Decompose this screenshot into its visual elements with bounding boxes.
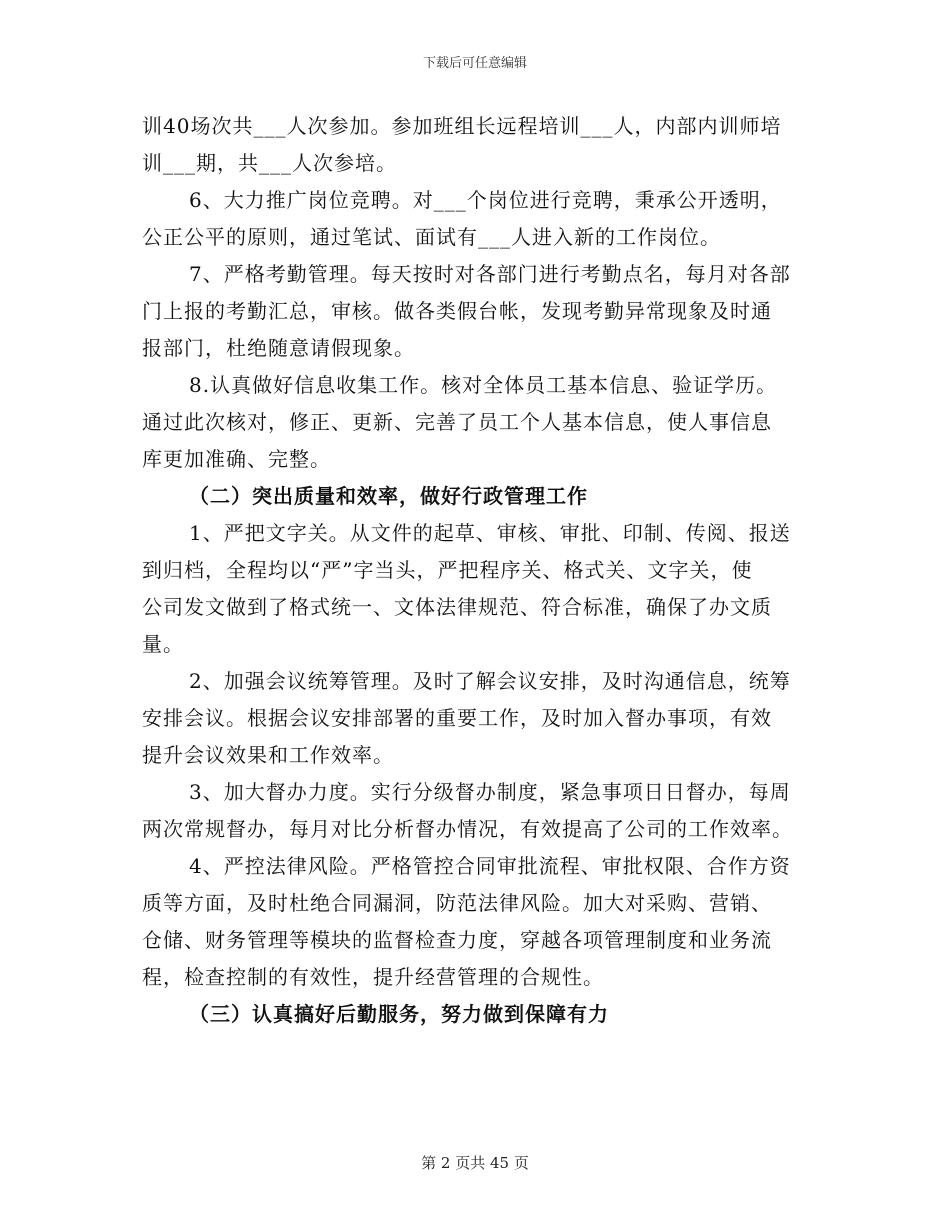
paragraph-line: 程，检查控制的有效性，提升经营管理的合规性。 (142, 965, 604, 989)
paragraph-line: 到归档，全程均以“严”字当头，严把程序关、格式关、文字关，使 (142, 558, 753, 582)
paragraph-line: 训___期，共___人次参培。 (142, 151, 397, 175)
paragraph-line: 7、严格考勤管理。每天按时对各部门进行考勤点名，每月对各部 (189, 262, 791, 286)
paragraph-line: 3、加大督办力度。实行分级督办制度，紧急事项日日督办，每周 (189, 780, 791, 804)
paragraph-line: 1、严把文字关。从文件的起草、审核、审批、印制、传阅、报送 (189, 521, 791, 545)
paragraph-line: 公司发文做到了格式统一、文体法律规范、符合标准，确保了办文质 (142, 595, 772, 619)
page-footer: 第 2 页共 45 页 (421, 1154, 529, 1172)
page-header: 下载后可任意编辑 (422, 56, 527, 71)
paragraph-line: 通过此次核对，修正、更新、完善了员工个人基本信息，使人事信息 (142, 410, 772, 434)
paragraph-line: 2、加强会议统筹管理。及时了解会议安排，及时沟通信息，统筹 (189, 669, 791, 693)
paragraph-line: 量。 (142, 632, 184, 656)
paragraph-line: 质等方面，及时杜绝合同漏洞，防范法律风险。加大对采购、营销、 (142, 891, 772, 915)
paragraph-line: 仓储、财务管理等模块的监督检查力度，穿越各项管理制度和业务流 (142, 928, 772, 952)
paragraph-line: 提升会议效果和工作效率。 (142, 743, 394, 767)
section-heading: （二）突出质量和效率，做好行政管理工作 (189, 484, 588, 508)
paragraph-line: 公正公平的原则，通过笔试、面试有___人进入新的工作岗位。 (142, 225, 721, 249)
paragraph-line: 报部门，杜绝随意请假现象。 (142, 336, 415, 360)
paragraph-line: 安排会议。根据会议安排部署的重要工作，及时加入督办事项，有效 (142, 706, 772, 730)
section-heading: （三）认真搞好后勤服务，努力做到保障有力 (189, 1002, 609, 1026)
paragraph-line: 两次常规督办，每月对比分析督办情况，有效提高了公司的工作效率。 (142, 817, 793, 841)
paragraph-line: 4、严控法律风险。严格管控合同审批流程、审批权限、合作方资 (189, 854, 791, 878)
paragraph-line: 8.认真做好信息收集工作。核对全体员工基本信息、验证学历。 (189, 373, 778, 397)
paragraph-line: 训40场次共___人次参加。参加班组长远程培训___人，内部内训师培 (142, 114, 782, 138)
paragraph-line: 门上报的考勤汇总，审核。做各类假台帐，发现考勤异常现象及时通 (142, 299, 772, 323)
document-body (142, 108, 806, 1033)
paragraph-line: 库更加准确、完整。 (142, 447, 331, 471)
paragraph-line: 6、大力推广岗位竞聘。对___个岗位进行竞聘，秉承公开透明， (189, 188, 782, 212)
